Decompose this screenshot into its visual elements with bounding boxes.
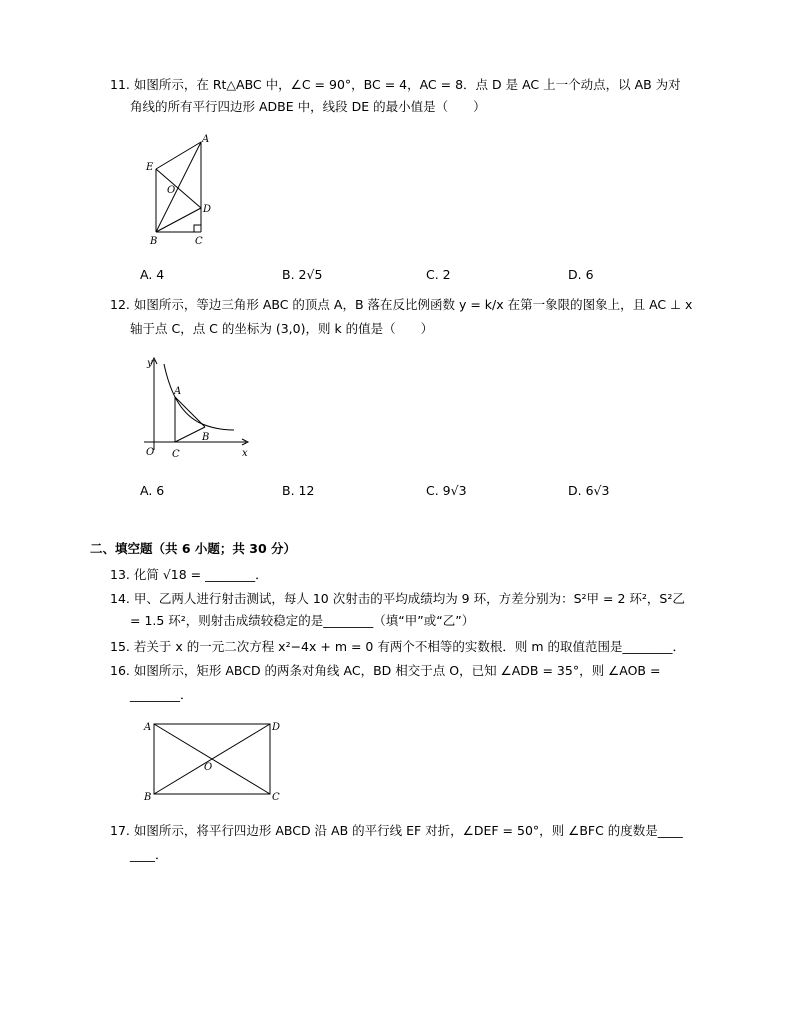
q11-label-o: O [167, 185, 176, 196]
q16-label-o: O [204, 762, 213, 773]
q12-text-line2: 轴于点 C，点 C 的坐标为 (3,0)，则 k 的值是（ ） [130, 321, 434, 336]
q16-label-b: B [144, 792, 152, 803]
q12-label-b: B [202, 432, 210, 443]
q11-label-a: A [202, 134, 210, 145]
q11-figure [138, 132, 218, 250]
q11-option-d: D. 6 [568, 267, 594, 282]
q11-option-a: A. 4 [140, 267, 165, 282]
q12-text-line1: 12. 如图所示，等边三角形 ABC 的顶点 A，B 落在反比例函数 y = k/x 在第一象限的图象上，且 AC ⊥ x [110, 297, 693, 312]
q11-text-line2: 角线的所有平行四边形 ADBE 中，线段 DE 的最小值是（ ） [130, 99, 486, 114]
q11-label-b: B [150, 236, 158, 247]
q11-text-line1: 11. 如图所示，在 Rt△ABC 中，∠C = 90°，BC = 4，AC = 8．点 D 是 AC 上一个动点，以 AB 为对 [110, 77, 681, 92]
q16-label-d: D [272, 722, 281, 733]
q12-label-o: O [146, 447, 155, 458]
q12-option-c: C. 9√3 [426, 483, 467, 498]
q12-option-a: A. 6 [140, 483, 165, 498]
q11-label-c: C [195, 236, 203, 247]
q11-label-e: E [146, 162, 154, 173]
q16-label-c: C [272, 792, 280, 803]
q12-figure [138, 354, 256, 462]
q11-option-b: B. 2√5 [282, 267, 323, 282]
section-heading: 二、填空题（共 6 小题；共 30 分） [90, 541, 297, 556]
q12-option-b: B. 12 [282, 483, 315, 498]
q11-option-c: C. 2 [426, 267, 451, 282]
q16-text-line2: ________． [130, 687, 193, 702]
q15-text: 15. 若关于 x 的一元二次方程 x²−4x + m = 0 有两个不相等的实数根．则 m 的取值范围是________． [110, 639, 685, 654]
q14-text-line2: = 1.5 环²，则射击成绩较稳定的是________（填“甲”或“乙”） [130, 613, 475, 628]
q14-text-line1: 14. 甲、乙两人进行射击测试，每人 10 次射击的平均成绩均为 9 环，方差分别为：S²甲 = 2 环²，S²乙 [110, 591, 685, 606]
q17-text-line1: 17. 如图所示，将平行四边形 ABCD 沿 AB 的平行线 EF 对折，∠DEF = 50°，则 ∠BFC 的度数是____ [110, 823, 683, 838]
q12-label-c: C [172, 449, 180, 460]
q12-label-y: y [147, 358, 153, 369]
q12-label-a: A [174, 386, 182, 397]
q16-figure [138, 716, 288, 804]
q13-text: 13. 化简 √18 = ________． [110, 567, 268, 582]
q17-text-line2: ____． [130, 847, 168, 862]
q12-option-d: D. 6√3 [568, 483, 610, 498]
q16-label-a: A [144, 722, 152, 733]
q11-label-d: D [203, 204, 212, 215]
q16-text-line1: 16. 如图所示，矩形 ABCD 的两条对角线 AC，BD 相交于点 O，已知 ∠ADB = 35°，则 ∠AOB = [110, 663, 661, 678]
q12-label-x: x [242, 448, 248, 459]
